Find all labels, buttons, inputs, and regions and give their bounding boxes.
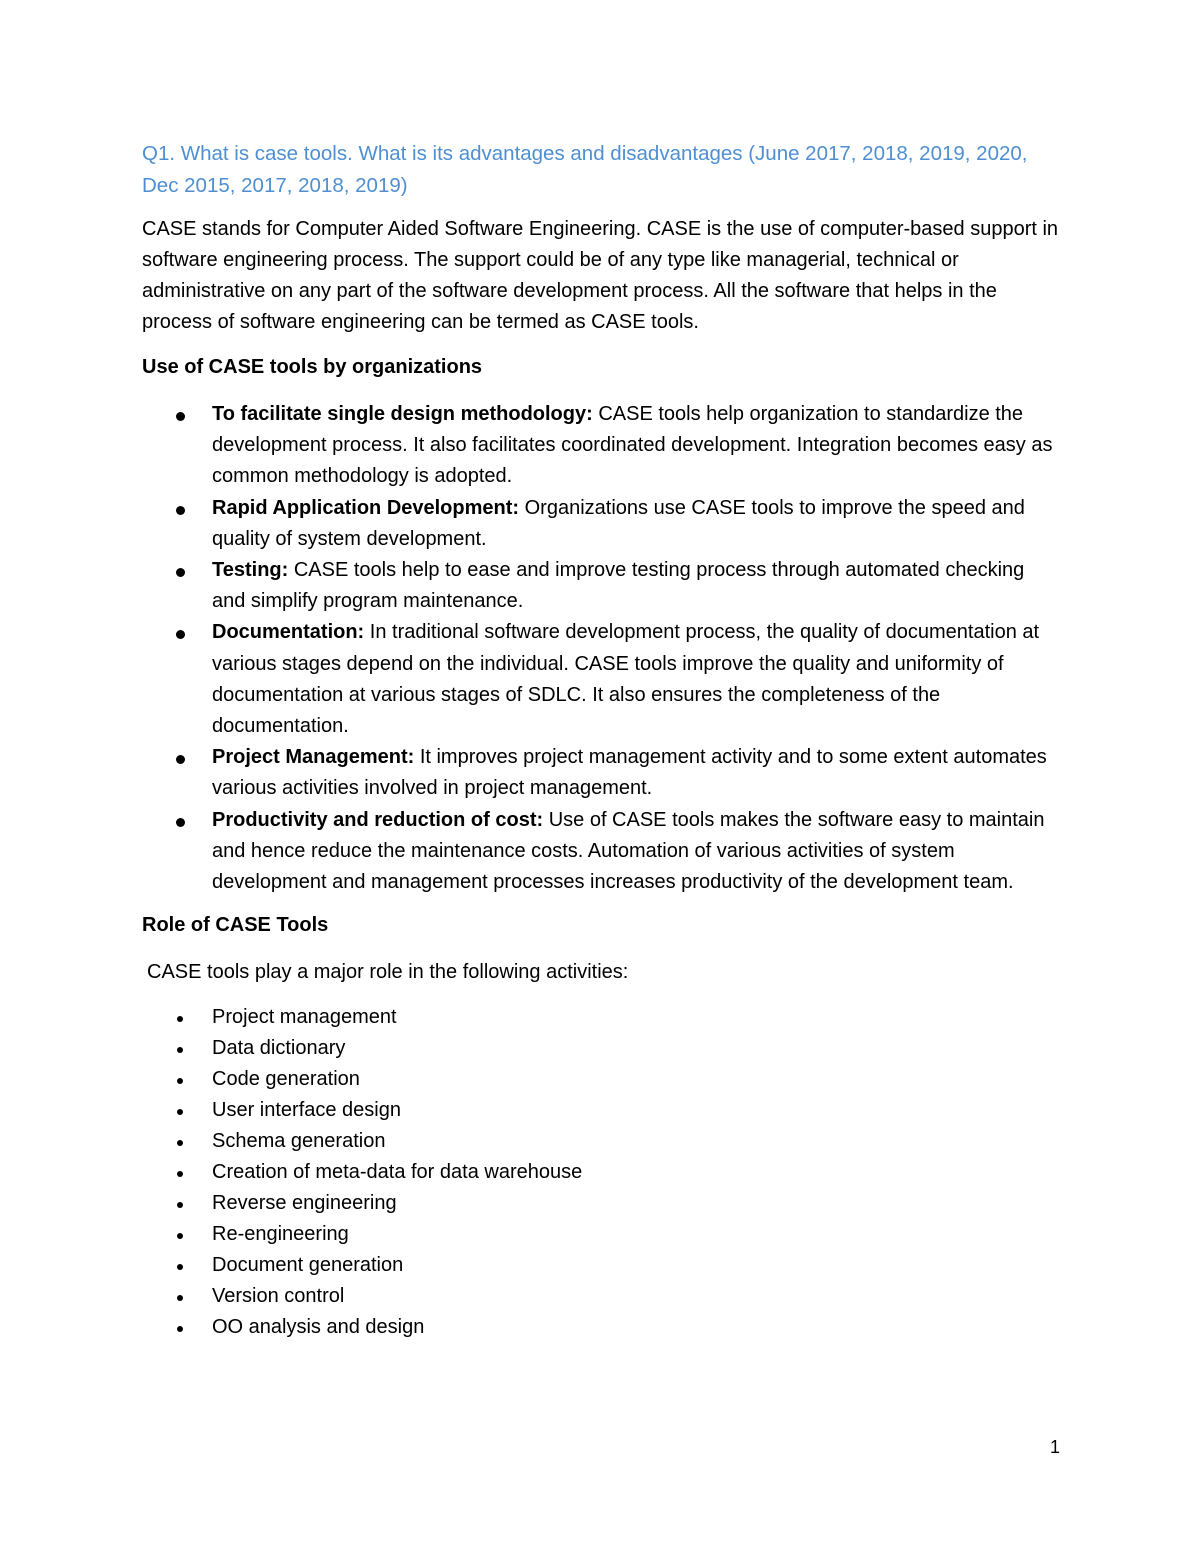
role-item-label: Schema generation — [212, 1130, 386, 1153]
role-list-item — [142, 1033, 1062, 1064]
use-list-item — [142, 617, 1062, 742]
document-body — [142, 138, 1062, 1343]
bullet-icon — [177, 1233, 183, 1239]
role-list — [142, 1002, 1062, 1343]
use-list — [142, 399, 1062, 898]
bullet-icon — [177, 1047, 183, 1053]
bullet-icon — [176, 568, 185, 577]
use-list-item — [142, 555, 1062, 617]
role-list-item — [142, 1064, 1062, 1095]
role-item-label: Project management — [212, 1006, 397, 1029]
use-item-text: It improves project management activity and to some extent automates various activities involved in project management. — [212, 746, 1047, 800]
use-section-heading: Use of CASE tools by organizations — [142, 356, 483, 378]
bullet-icon — [176, 818, 185, 827]
role-list-item — [142, 1002, 1062, 1033]
role-section-heading: Role of CASE Tools — [142, 914, 329, 937]
role-list-item — [142, 1281, 1062, 1312]
bullet-icon — [177, 1171, 183, 1177]
role-list-item — [142, 1188, 1062, 1219]
role-list-item — [142, 1312, 1062, 1343]
role-item-label: Data dictionary — [212, 1037, 346, 1060]
use-item-text: In traditional software development process, the quality of documentation at various stages depend on the individual. CASE tools improve the quality and uniformity of documentation at various stages of SDLC. It also ensures the completeness of the documentation. — [212, 621, 1040, 738]
use-item-term: Rapid Application Development: — [212, 496, 520, 519]
bullet-icon — [177, 1109, 183, 1115]
role-item-label: Re-engineering — [212, 1223, 349, 1246]
bullet-icon — [176, 412, 185, 421]
use-item-term: Documentation: — [212, 621, 365, 644]
bullet-icon — [176, 630, 185, 639]
bullet-icon — [177, 1264, 183, 1270]
use-list-item — [142, 493, 1062, 555]
role-item-label: Reverse engineering — [212, 1192, 397, 1215]
bullet-icon — [177, 1140, 183, 1146]
bullet-icon — [177, 1202, 183, 1208]
role-list-item — [142, 1126, 1062, 1157]
use-item-term: Productivity and reduction of cost: — [212, 808, 544, 831]
use-list-item — [142, 805, 1062, 899]
role-item-label: Document generation — [212, 1254, 404, 1277]
bullet-icon — [176, 755, 185, 764]
use-list-item — [142, 399, 1062, 493]
bullet-icon — [177, 1016, 183, 1022]
role-list-item — [142, 1219, 1062, 1250]
role-item-label: Version control — [212, 1285, 345, 1308]
role-list-item — [142, 1095, 1062, 1126]
role-list-item — [142, 1157, 1062, 1188]
use-item-term: To facilitate single design methodology: — [212, 403, 593, 425]
use-item-text: CASE tools help organization to standardize the development process. It also facilitates coordinated development. Integration becomes easy as common methodology is adopted. — [212, 403, 1053, 488]
use-item-term: Testing: — [212, 559, 289, 582]
role-item-label: OO analysis and design — [212, 1316, 425, 1339]
definition-paragraph: CASE stands for Computer Aided Software Engineering. CASE is the use of computer-based support in software engineering process. The support could be of any type like managerial, technical or administrative on any part of the software development process. All the software that helps in the process of software engineering can be termed as CASE tools. — [142, 218, 1059, 333]
question-heading: Q1. What is case tools. What is its advantages and disadvantages (June 2017, 2018, 2019, 2020, Dec 2015, 2017, 2018, 2019) — [142, 142, 1028, 197]
role-item-label: Creation of meta-data for data warehouse — [212, 1161, 583, 1184]
use-item-text: Use of CASE tools makes the software easy to maintain and hence reduce the maintenance costs. Automation of various activities of system development and management processes increases productivity of the development team. — [212, 808, 1045, 894]
role-intro: CASE tools play a major role in the following activities: — [147, 961, 629, 984]
use-item-term: Project Management: — [212, 746, 415, 769]
role-item-label: User interface design — [212, 1099, 401, 1122]
use-item-text: Organizations use CASE tools to improve the speed and quality of system development. — [212, 496, 1025, 550]
bullet-icon — [177, 1326, 183, 1332]
bullet-icon — [177, 1078, 183, 1084]
use-item-text: CASE tools help to ease and improve testing process through automated checking and simplify program maintenance. — [212, 559, 1025, 613]
page-number: 1 — [1050, 1437, 1061, 1457]
role-list-item — [142, 1250, 1062, 1281]
role-item-label: Code generation — [212, 1068, 360, 1091]
bullet-icon — [177, 1295, 183, 1301]
use-list-item — [142, 742, 1062, 804]
bullet-icon — [176, 506, 185, 515]
